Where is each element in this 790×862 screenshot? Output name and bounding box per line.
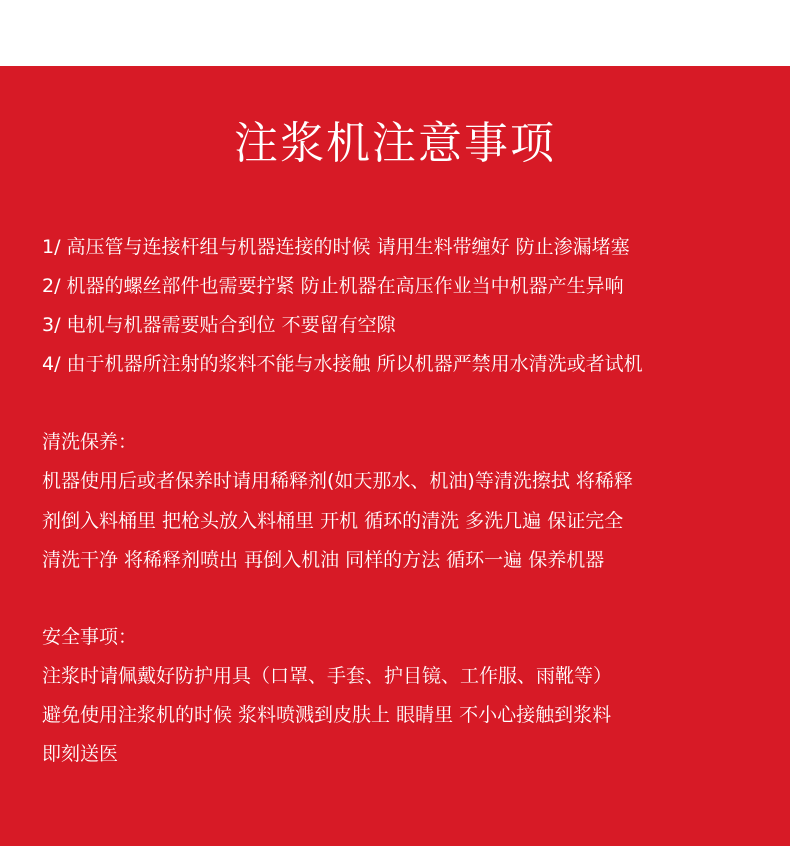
cleaning-line-3: 清洗干净 将稀释剂喷出 再倒入机油 同样的方法 循环一遍 保养机器 [42,549,605,571]
safety-line-2: 避免使用注浆机的时候 浆料喷溅到皮肤上 眼睛里 不小心接触到浆料 [42,704,612,726]
note-line-2: 2/ 机器的螺丝部件也需要拧紧 防止机器在高压作业当中机器产生异响 [42,275,624,297]
note-line-1: 1/ 高压管与连接杆组与机器连接的时候 请用生料带缠好 防止渗漏堵塞 [42,236,630,258]
note-line-4: 4/ 由于机器所注射的浆料不能与水接触 所以机器严禁用水清洗或者试机 [42,353,643,375]
note-line-3: 3/ 电机与机器需要贴合到位 不要留有空隙 [42,314,396,336]
cleaning-line-2: 剂倒入料桶里 把枪头放入料桶里 开机 循环的清洗 多洗几遍 保证完全 [42,510,624,532]
cleaning-line-1: 机器使用后或者保养时请用稀释剂(如天那水、机油)等清洗擦拭 将稀释 [42,470,633,492]
safety-heading: 安全事项： [42,626,138,648]
page-title: 注浆机注意事项 [234,118,556,169]
cleaning-heading: 清洗保养： [42,431,138,453]
red-notice-panel [0,66,790,846]
safety-line-3: 即刻送医 [42,743,119,765]
safety-line-1: 注浆时请佩戴好防护用具（口罩、手套、护目镜、工作服、雨靴等） [42,665,613,687]
